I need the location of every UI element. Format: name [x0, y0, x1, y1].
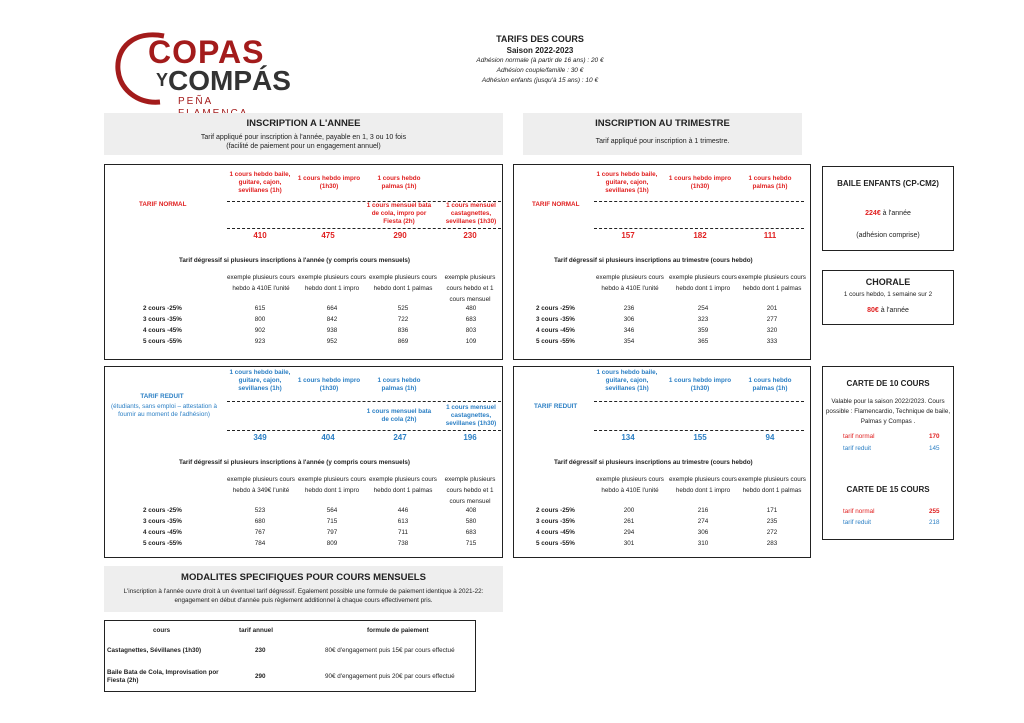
example-header: exemple plusieurs cours hebdo dont 1 palmas	[738, 476, 806, 494]
cell: 680	[254, 518, 266, 525]
degressif-rows	[514, 305, 812, 349]
col-header: 1 cours hebdo impro (1h30)	[668, 175, 732, 190]
cell: 564	[326, 507, 338, 514]
cell: 408	[465, 507, 477, 514]
modalites-header	[104, 566, 503, 612]
col-cours: cours	[153, 627, 171, 634]
logo	[112, 30, 291, 108]
cell: 938	[326, 327, 338, 334]
page-title: TARIFS DES COURS	[496, 34, 584, 44]
cell: 797	[326, 529, 338, 536]
chorale-price-line	[823, 306, 953, 315]
baile-price-line	[823, 209, 953, 218]
price: 196	[463, 433, 477, 442]
carte15-reduit: 218	[929, 519, 940, 526]
price: 155	[693, 433, 707, 442]
price: 182	[693, 231, 707, 240]
price: 290	[393, 231, 407, 240]
col-header: 1 cours hebdo baile, guitare, cajon, sevillanes (1h)	[229, 369, 291, 392]
cell: 333	[766, 338, 778, 345]
example-header: exemple plusieurs cours hebdo dont 1 palmas	[738, 274, 806, 292]
price: 157	[621, 231, 635, 240]
cell: 836	[397, 327, 409, 334]
cell: 683	[465, 529, 477, 536]
carte15-normal-label: tarif normal	[843, 508, 875, 515]
trimestre-title: INSCRIPTION AU TRIMESTRE	[595, 118, 730, 129]
col-header: 1 cours hebdo impro (1h30)	[668, 377, 732, 392]
example-header: exemple plusieurs cours hebdo à 410E l'unité	[596, 274, 664, 292]
cell: 523	[254, 507, 266, 514]
cell-formule: 90€ d'engagement puis 20€ par cours effectué	[325, 673, 455, 680]
price: 94	[765, 433, 775, 442]
season: Saison 2022-2023	[506, 46, 574, 55]
logo-copas: COPAS	[148, 34, 265, 70]
price: 111	[763, 231, 777, 240]
cell: 283	[766, 540, 778, 547]
carte10-reduit-label: tarif reduit	[843, 445, 871, 452]
price: 475	[321, 231, 335, 240]
col-header: 1 cours mensuel castagnettes, sevillanes (1h30)	[445, 404, 497, 427]
cell: 306	[623, 316, 635, 323]
row-label: 3 cours -35%	[536, 518, 575, 525]
row-label: 2 cours -25%	[536, 507, 575, 514]
cell-tarif: 230	[255, 647, 266, 654]
example-header: exemple plusieurs cours hebdo à 410E l'unité	[227, 274, 295, 292]
cell: 683	[465, 316, 477, 323]
cell: 320	[766, 327, 778, 334]
cell: 923	[254, 338, 266, 345]
logo-compas: COMPÁS	[168, 65, 291, 96]
col-formule: formule de paiement	[367, 627, 429, 634]
carte15-reduit-label: tarif reduit	[843, 519, 871, 526]
adhesion-couple: Adhésion couple/famille : 30 €	[496, 67, 584, 74]
cell: 294	[623, 529, 635, 536]
degressif-rows	[105, 305, 504, 349]
trimestre-desc: Tarif appliqué pour inscription à 1 trimestre.	[595, 138, 730, 145]
tarif-reduit-trimestre	[513, 366, 811, 558]
cell: 738	[397, 540, 409, 547]
row-label: 3 cours -35%	[143, 316, 182, 323]
cell: 715	[326, 518, 338, 525]
col-header: 1 cours hebdo impro (1h30)	[297, 377, 361, 392]
cell: 277	[766, 316, 778, 323]
carte10-title: CARTE DE 10 COURS	[846, 379, 930, 388]
example-header: exemple plusieurs cours hebdo dont 1 impro	[298, 274, 366, 292]
cell: 784	[254, 540, 266, 547]
modalites-table	[104, 620, 476, 692]
example-header: exemple plusieurs cours hebdo et 1 cours mensuel	[444, 476, 496, 505]
cell: 306	[697, 529, 709, 536]
tarif-reduit-label: TARIF REDUIT	[140, 393, 184, 400]
cell: 902	[254, 327, 266, 334]
carte15-normal: 255	[929, 508, 940, 515]
cell: 359	[697, 327, 709, 334]
degressif-title: Tarif dégressif si plusieurs inscriptions au trimestre (cours hebdo)	[554, 257, 753, 264]
price: 247	[393, 433, 407, 442]
modalites-desc: L'inscription à l'année ouvre droit à un éventuel tarif dégressif. Egalement possible une formule de paiement identique à 2021-22: engagement en début d'année puis règlement additionnel à chaque cours effectivement pris.	[123, 588, 484, 604]
cell: 365	[697, 338, 709, 345]
price: 134	[621, 433, 635, 442]
degressif-rows	[514, 507, 812, 551]
cell: 109	[465, 338, 477, 345]
annee-desc-2: (facilité de paiement pour un engagement annuel)	[226, 143, 381, 150]
row-label: 3 cours -35%	[536, 316, 575, 323]
col-header: 1 cours mensuel bata de cola (2h)	[366, 408, 432, 423]
row-label: 5 cours -55%	[536, 540, 575, 547]
col-tarif: tarif annuel	[239, 627, 273, 634]
cell: 580	[465, 518, 477, 525]
example-header: exemple plusieurs cours hebdo dont 1 impro	[298, 476, 366, 494]
degressif-title: Tarif dégressif si plusieurs inscriptions à l'année (y compris cours mensuels)	[179, 459, 410, 466]
cell: 613	[397, 518, 409, 525]
row-label: 5 cours -55%	[143, 540, 182, 547]
baile-title: BAILE ENFANTS (CP-CM2)	[837, 179, 939, 188]
cell: 354	[623, 338, 635, 345]
row-label: 2 cours -25%	[143, 305, 182, 312]
cell: 200	[623, 507, 635, 514]
chorale-title: CHORALE	[865, 277, 911, 287]
cell: 615	[254, 305, 266, 312]
logo-y: Y	[156, 70, 169, 90]
cell: 261	[623, 518, 635, 525]
cell: 235	[766, 518, 778, 525]
cell-tarif: 290	[255, 673, 266, 680]
tarif-normal-label: TARIF NORMAL	[139, 201, 187, 208]
tarif-reduit-note: (étudiants, sans emploi – attestation à fournir au moment de l'adhésion)	[110, 403, 218, 418]
trimestre-header	[523, 113, 802, 155]
row-label: 5 cours -55%	[143, 338, 182, 345]
row-label: 4 cours -45%	[536, 529, 575, 536]
example-header: exemple plusieurs cours hebdo dont 1 impro	[669, 274, 737, 292]
col-header: 1 cours hebdo baile, guitare, cajon, sevillanes (1h)	[596, 171, 658, 194]
row-label: 3 cours -35%	[143, 518, 182, 525]
price: 404	[321, 433, 335, 442]
example-header: exemple plusieurs cours hebdo dont 1 palmas	[369, 476, 437, 494]
price: 230	[463, 231, 477, 240]
cell: 346	[623, 327, 635, 334]
price: 349	[253, 433, 267, 442]
degressif-rows	[105, 507, 504, 551]
cell: 722	[397, 316, 409, 323]
cell: 715	[465, 540, 477, 547]
cell: 236	[623, 305, 635, 312]
cell: 310	[697, 540, 709, 547]
col-header: 1 cours mensuel castagnettes, sevillanes (1h30)	[445, 202, 497, 225]
cell: 711	[397, 529, 409, 536]
cell: 323	[697, 316, 709, 323]
baile-note: (adhésion comprise)	[856, 232, 920, 239]
row-label: 4 cours -45%	[143, 327, 182, 334]
cell: 274	[697, 518, 709, 525]
chorale-price: 80€	[867, 307, 879, 314]
annee-header	[104, 113, 503, 155]
carte10-desc: Valable pour la saison 2022/2023. Cours possible : Flamencardio, Technique de baile, Palmas y Compas .	[825, 398, 951, 425]
cell-cours: Baile Bata de Cola, Improvisation por Fiesta (2h)	[107, 669, 219, 684]
cell: 952	[326, 338, 338, 345]
cell: 446	[397, 507, 409, 514]
tarif-normal-label: TARIF NORMAL	[532, 201, 580, 208]
cell: 201	[766, 305, 778, 312]
cell: 767	[254, 529, 266, 536]
example-header: exemple plusieurs cours hebdo et 1 cours mensuel	[444, 274, 496, 303]
degressif-title: Tarif dégressif si plusieurs inscriptions au trimestre (cours hebdo)	[554, 459, 753, 466]
cell-cours: Castagnettes, Sévillanes (1h30)	[107, 647, 202, 654]
modalites-title: MODALITES SPECIFIQUES POUR COURS MENSUELS	[181, 572, 426, 583]
row-label: 2 cours -25%	[536, 305, 575, 312]
price: 410	[253, 231, 267, 240]
cell: 301	[623, 540, 635, 547]
example-header: exemple plusieurs cours hebdo à 349€ l'unité	[227, 476, 295, 494]
baile-price-suffix: à l'année	[880, 210, 911, 217]
baile-enfants-box	[822, 166, 954, 251]
carte10-normal: 170	[929, 433, 940, 440]
row-label: 5 cours -55%	[536, 338, 575, 345]
chorale-price-suffix: à l'année	[878, 307, 909, 314]
baile-price: 224€	[865, 210, 881, 217]
cell: 254	[697, 305, 709, 312]
col-header: 1 cours hebdo palmas (1h)	[748, 175, 792, 190]
cell: 803	[465, 327, 477, 334]
carte15-title: CARTE DE 15 COURS	[846, 485, 930, 494]
cell: 216	[697, 507, 709, 514]
cell: 869	[397, 338, 409, 345]
row-label: 4 cours -45%	[143, 529, 182, 536]
cell: 800	[254, 316, 266, 323]
adhesion-normale: Adhésion normale (à partir de 16 ans) : 20 €	[476, 57, 604, 64]
tarif-normal-annee	[104, 164, 503, 360]
header	[440, 33, 640, 86]
annee-title: INSCRIPTION A L'ANNEE	[246, 118, 361, 129]
row-label: 4 cours -45%	[536, 327, 575, 334]
cell: 809	[326, 540, 338, 547]
cell: 842	[326, 316, 338, 323]
cell: 525	[397, 305, 409, 312]
example-header: exemple plusieurs cours hebdo à 410E l'unité	[596, 476, 664, 494]
carte10-reduit: 145	[929, 445, 940, 452]
col-header: 1 cours hebdo baile, guitare, cajon, sevillanes (1h)	[596, 369, 658, 392]
tarif-reduit-label: TARIF REDUIT	[534, 403, 578, 410]
cell: 480	[465, 305, 477, 312]
col-header: 1 cours hebdo impro (1h30)	[297, 175, 361, 190]
logo-subtitle: PEÑA	[178, 96, 213, 107]
example-header: exemple plusieurs cours hebdo dont 1 palmas	[369, 274, 437, 292]
cell: 664	[326, 305, 338, 312]
col-header: 1 cours hebdo palmas (1h)	[377, 175, 421, 190]
col-header: 1 cours mensuel bata de cola, impro por Fiesta (2h)	[366, 202, 432, 225]
col-header: 1 cours hebdo baile, guitare, cajon, sevillanes (1h)	[229, 171, 291, 194]
annee-desc-1: Tarif appliqué pour inscription à l'année, payable en 1, 3 ou 10 fois	[200, 134, 407, 141]
chorale-box	[822, 270, 954, 325]
col-header: 1 cours hebdo palmas (1h)	[748, 377, 792, 392]
cartes-box	[822, 366, 954, 540]
carte10-normal-label: tarif normal	[843, 433, 875, 440]
cell: 171	[766, 507, 778, 514]
row-label: 2 cours -25%	[143, 507, 182, 514]
adhesion-enfants: Adhésion enfants (jusqu'à 15 ans) : 10 €	[481, 77, 599, 84]
tarif-normal-trimestre	[513, 164, 811, 360]
example-header: exemple plusieurs cours hebdo dont 1 impro	[669, 476, 737, 494]
degressif-title: Tarif dégressif si plusieurs inscriptions à l'année (y compris cours mensuels)	[179, 257, 410, 264]
cell: 272	[766, 529, 778, 536]
cell-formule: 80€ d'engagement puis 15€ par cours effectué	[325, 647, 455, 654]
tarif-reduit-annee	[104, 366, 503, 558]
chorale-desc: 1 cours hebdo, 1 semaine sur 2	[843, 291, 933, 298]
col-header: 1 cours hebdo palmas (1h)	[377, 377, 421, 392]
